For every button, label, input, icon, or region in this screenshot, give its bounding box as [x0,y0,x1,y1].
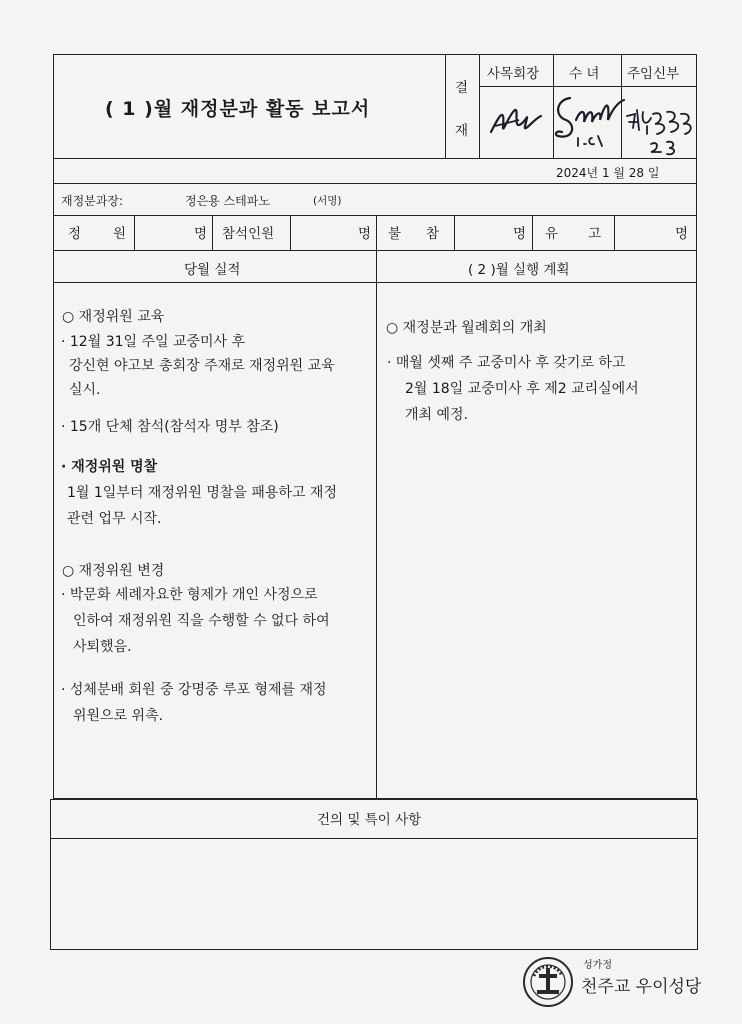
left-line: 1월 1일부터 재정위원 명찰을 패용하고 재정 [67,485,337,501]
signature-pastoral-president [485,96,547,146]
attendance-membership-1: 정 [68,226,82,242]
right-line: ○ 재정분과 월례회의 개최 [386,320,547,336]
signature-pastor [623,104,697,160]
right-line: 2월 18일 교중미사 후 제2 교리실에서 [405,381,639,397]
signature-label: (서명) [313,195,342,207]
left-line: · 12월 31일 주일 교중미사 후 [61,334,246,350]
left-line: · 15개 단체 참석(참석자 명부 참조) [61,419,279,435]
chief-name: 정은용 스테파노 [185,194,270,208]
left-line: 실시. [69,382,101,398]
notes-header-rule [50,838,698,839]
attendance-rule-3 [290,215,291,250]
right-line: 개최 예정. [405,407,468,423]
approval-label-top: 결 [455,80,469,96]
attendance-rule-7 [614,215,615,250]
attendance-rule-1 [134,215,135,250]
left-line: 위원으로 위촉. [73,708,164,724]
attendance-absent-1: 불 [388,226,402,242]
right-section-header: ( 2 )월 실행 계획 [468,262,570,278]
approver-sister: 수 녀 [569,66,600,82]
footer-org-name: 천주교 우이성당 [581,977,702,997]
page-title: ( 1 )월 재정분과 활동 보고서 [105,98,371,120]
attendance-row-rule [53,250,697,251]
left-line: · 재정위원 명찰 [61,459,158,475]
attendance-unit-4: 명 [675,226,689,242]
attendance-rule-6 [532,215,533,250]
section-header-rule [53,282,697,283]
approver-pastoral-president: 사목회장 [487,66,540,82]
title-right-rule [445,54,446,158]
left-line: 사퇴했음. [73,639,132,655]
center-column-rule [376,250,377,799]
left-section-header: 당월 실적 [184,262,241,278]
attendance-unit-1: 명 [194,226,208,242]
title-bottom-rule [53,158,697,159]
attendance-present-label: 참석인원 [222,226,275,242]
chief-row-rule [53,215,697,216]
right-line: · 매월 셋째 주 교중미사 후 갖기로 하고 [387,355,626,371]
signature-sister [548,86,630,152]
attendance-excused-1: 유 [545,226,559,242]
date-row-rule [53,183,697,184]
attendance-unit-2: 명 [358,226,372,242]
attendance-unit-3: 명 [513,226,527,242]
notes-header: 건의 및 특이 사항 [317,812,422,828]
approval-label-rule [479,54,480,158]
attendance-membership-2: 원 [113,226,127,242]
left-line: · 성체분배 회원 중 강명중 루포 형제를 재정 [61,682,327,698]
left-line: 관련 업무 시작. [67,511,162,527]
left-line: ○ 재정위원 교육 [62,309,165,325]
left-line: ○ 재정위원 변경 [62,563,165,579]
attendance-rule-4 [376,215,377,250]
report-date: 2024년 1 월 28 일 [556,166,660,180]
left-line: 인하여 재정위원 직을 수행할 수 없다 하여 [73,613,330,629]
approver-pastor: 주임신부 [627,66,680,82]
approval-label-bottom: 재 [455,123,469,139]
left-line: · 박문화 세례자요한 형제가 개인 사정으로 [61,587,318,603]
attendance-rule-5 [454,215,455,250]
attendance-rule-2 [212,215,213,250]
parish-seal [522,956,574,1008]
attendance-excused-2: 고 [588,226,602,242]
chief-label: 재정분과장: [61,194,124,208]
attendance-absent-2: 참 [426,226,440,242]
footer-org-small: 성가정 [583,960,612,971]
left-line: 강신현 야고보 총회장 주재로 재정위원 교육 [69,358,335,374]
